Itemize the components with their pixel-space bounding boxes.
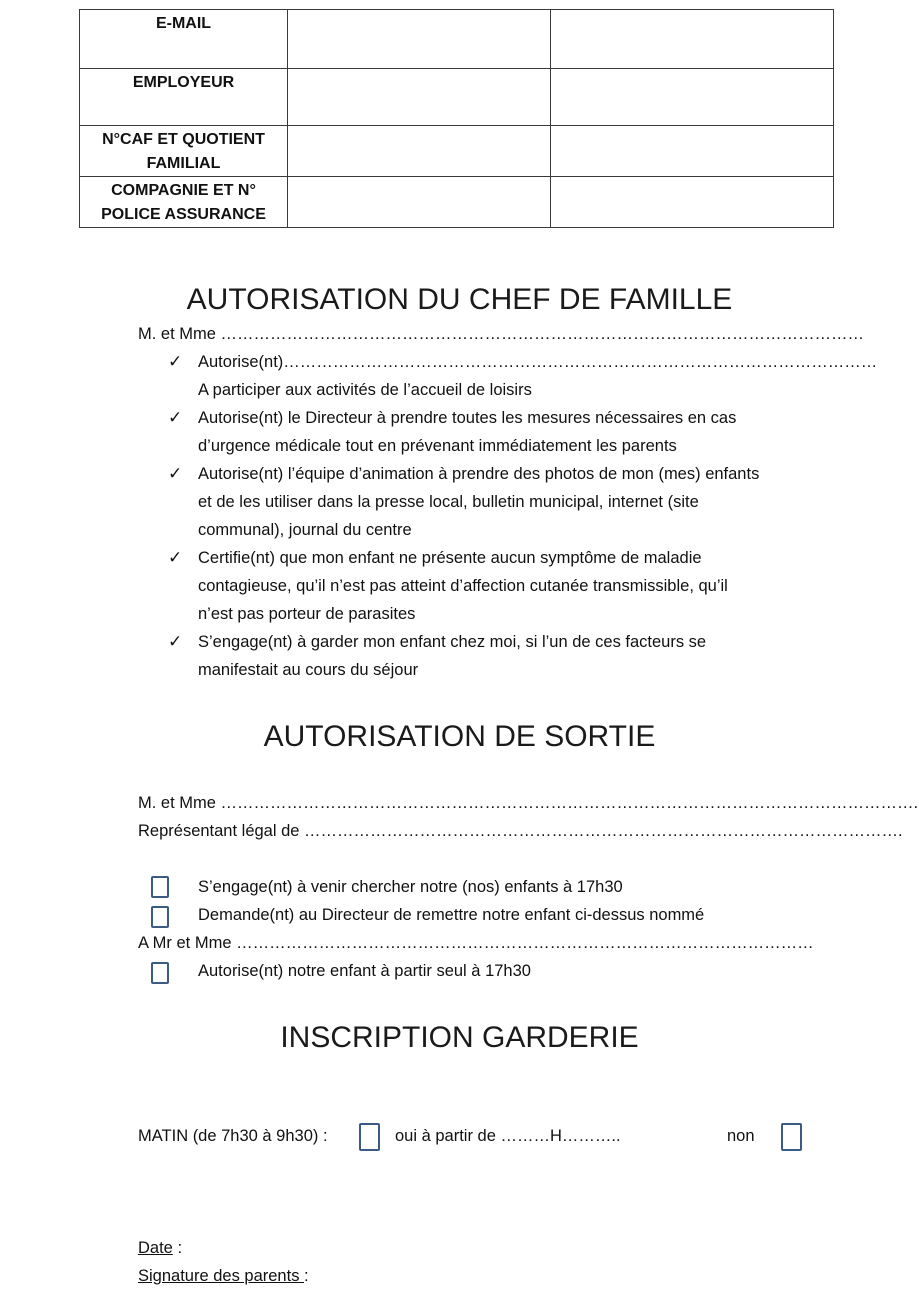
- table-row: [80, 69, 834, 126]
- caf-field[interactable]: [288, 126, 551, 177]
- signature-label: Signature des parents: [138, 1267, 305, 1285]
- checkbox-venir-chercher[interactable]: [151, 876, 169, 898]
- item-2-line-2: d’urgence médicale tout en prévenant immédiatement les parents: [198, 437, 677, 455]
- employeur-field-2[interactable]: [551, 69, 834, 126]
- check-icon: ✓: [168, 548, 183, 567]
- checkbox-matin-non[interactable]: [781, 1123, 802, 1151]
- email-field[interactable]: [288, 10, 551, 69]
- checkbox-matin-oui[interactable]: [359, 1123, 380, 1151]
- sortie-representant-line: Représentant légal de ……………………………………………………………………………………………….: [138, 822, 903, 840]
- check-icon: ✓: [168, 408, 183, 427]
- item-2-line-1: Autorise(nt) le Directeur à prendre toutes les mesures nécessaires en cas: [198, 409, 737, 427]
- item-1-line-2: A participer aux activités de l’accueil de loisirs: [198, 381, 532, 399]
- check-icon: ✓: [168, 464, 183, 483]
- item-3-line-3: communal), journal du centre: [198, 521, 412, 539]
- item-4-line-2: contagieuse, qu’il n’est pas atteint d’affection cutanée transmissible, qu’il: [198, 577, 728, 595]
- garderie-matin-label: MATIN (de 7h30 à 9h30) :: [138, 1127, 328, 1145]
- item-5-line-2: manifestait au cours du séjour: [198, 661, 419, 679]
- item-1-line-1: Autorise(nt)………………………………………………………………………………………………: [198, 353, 878, 371]
- row-label-caf: N°CAF ET QUOTIENT FAMILIAL: [80, 126, 288, 177]
- info-table: [79, 9, 834, 228]
- sortie-option-3: Autorise(nt) notre enfant à partir seul à 17h30: [198, 962, 531, 980]
- email-field-2[interactable]: [551, 10, 834, 69]
- signature-colon: :: [304, 1267, 309, 1285]
- caf-field-2[interactable]: [551, 126, 834, 177]
- section-title-chef-famille: AUTORISATION DU CHEF DE FAMILLE: [186, 283, 733, 316]
- table-row: [80, 177, 834, 228]
- sortie-option-2-person: A Mr et Mme ……………………………………………………………………………………………: [138, 934, 814, 952]
- employeur-field[interactable]: [288, 69, 551, 126]
- section-title-sortie: AUTORISATION DE SORTIE: [263, 720, 656, 753]
- sortie-option-1: S’engage(nt) à venir chercher notre (nos) enfants à 17h30: [198, 878, 623, 896]
- date-line: [138, 1237, 182, 1259]
- chef-famille-intro: M. et Mme ………………………………………………………………………………………………………: [138, 325, 865, 343]
- item-5-line-1: S’engage(nt) à garder mon enfant chez moi, si l’un de ces facteurs se: [198, 633, 707, 651]
- assurance-field[interactable]: [288, 177, 551, 228]
- check-icon: ✓: [168, 352, 183, 371]
- checkbox-partir-seul[interactable]: [151, 962, 169, 984]
- sortie-parents-line: M. et Mme ……………………………………………………………………………………………………………….: [138, 794, 919, 812]
- signature-line: [138, 1265, 309, 1287]
- item-3-line-1: Autorise(nt) l’équipe d’animation à prendre des photos de mon (mes) enfants: [198, 465, 760, 483]
- table-row: [80, 10, 834, 69]
- assurance-field-2[interactable]: [551, 177, 834, 228]
- item-4-line-1: Certifie(nt) que mon enfant ne présente aucun symptôme de maladie: [198, 549, 702, 567]
- item-4-line-3: n’est pas porteur de parasites: [198, 605, 416, 623]
- item-3-line-2: et de les utiliser dans la presse local, bulletin municipal, internet (site: [198, 493, 699, 511]
- date-colon: :: [172, 1239, 183, 1257]
- garderie-oui-text: oui à partir de ………H………..: [395, 1127, 621, 1145]
- date-label: Date: [138, 1239, 173, 1257]
- row-label-assurance: COMPAGNIE ET N° POLICE ASSURANCE: [80, 177, 288, 228]
- garderie-non-label: non: [727, 1127, 755, 1145]
- sortie-option-2: Demande(nt) au Directeur de remettre notre enfant ci-dessus nommé: [198, 906, 705, 924]
- table-row: [80, 126, 834, 177]
- row-label-employeur: EMPLOYEUR: [80, 69, 288, 126]
- row-label-email: E-MAIL: [80, 10, 288, 69]
- check-icon: ✓: [168, 632, 183, 651]
- checkbox-remettre-enfant[interactable]: [151, 906, 169, 928]
- section-title-garderie: INSCRIPTION GARDERIE: [280, 1021, 639, 1054]
